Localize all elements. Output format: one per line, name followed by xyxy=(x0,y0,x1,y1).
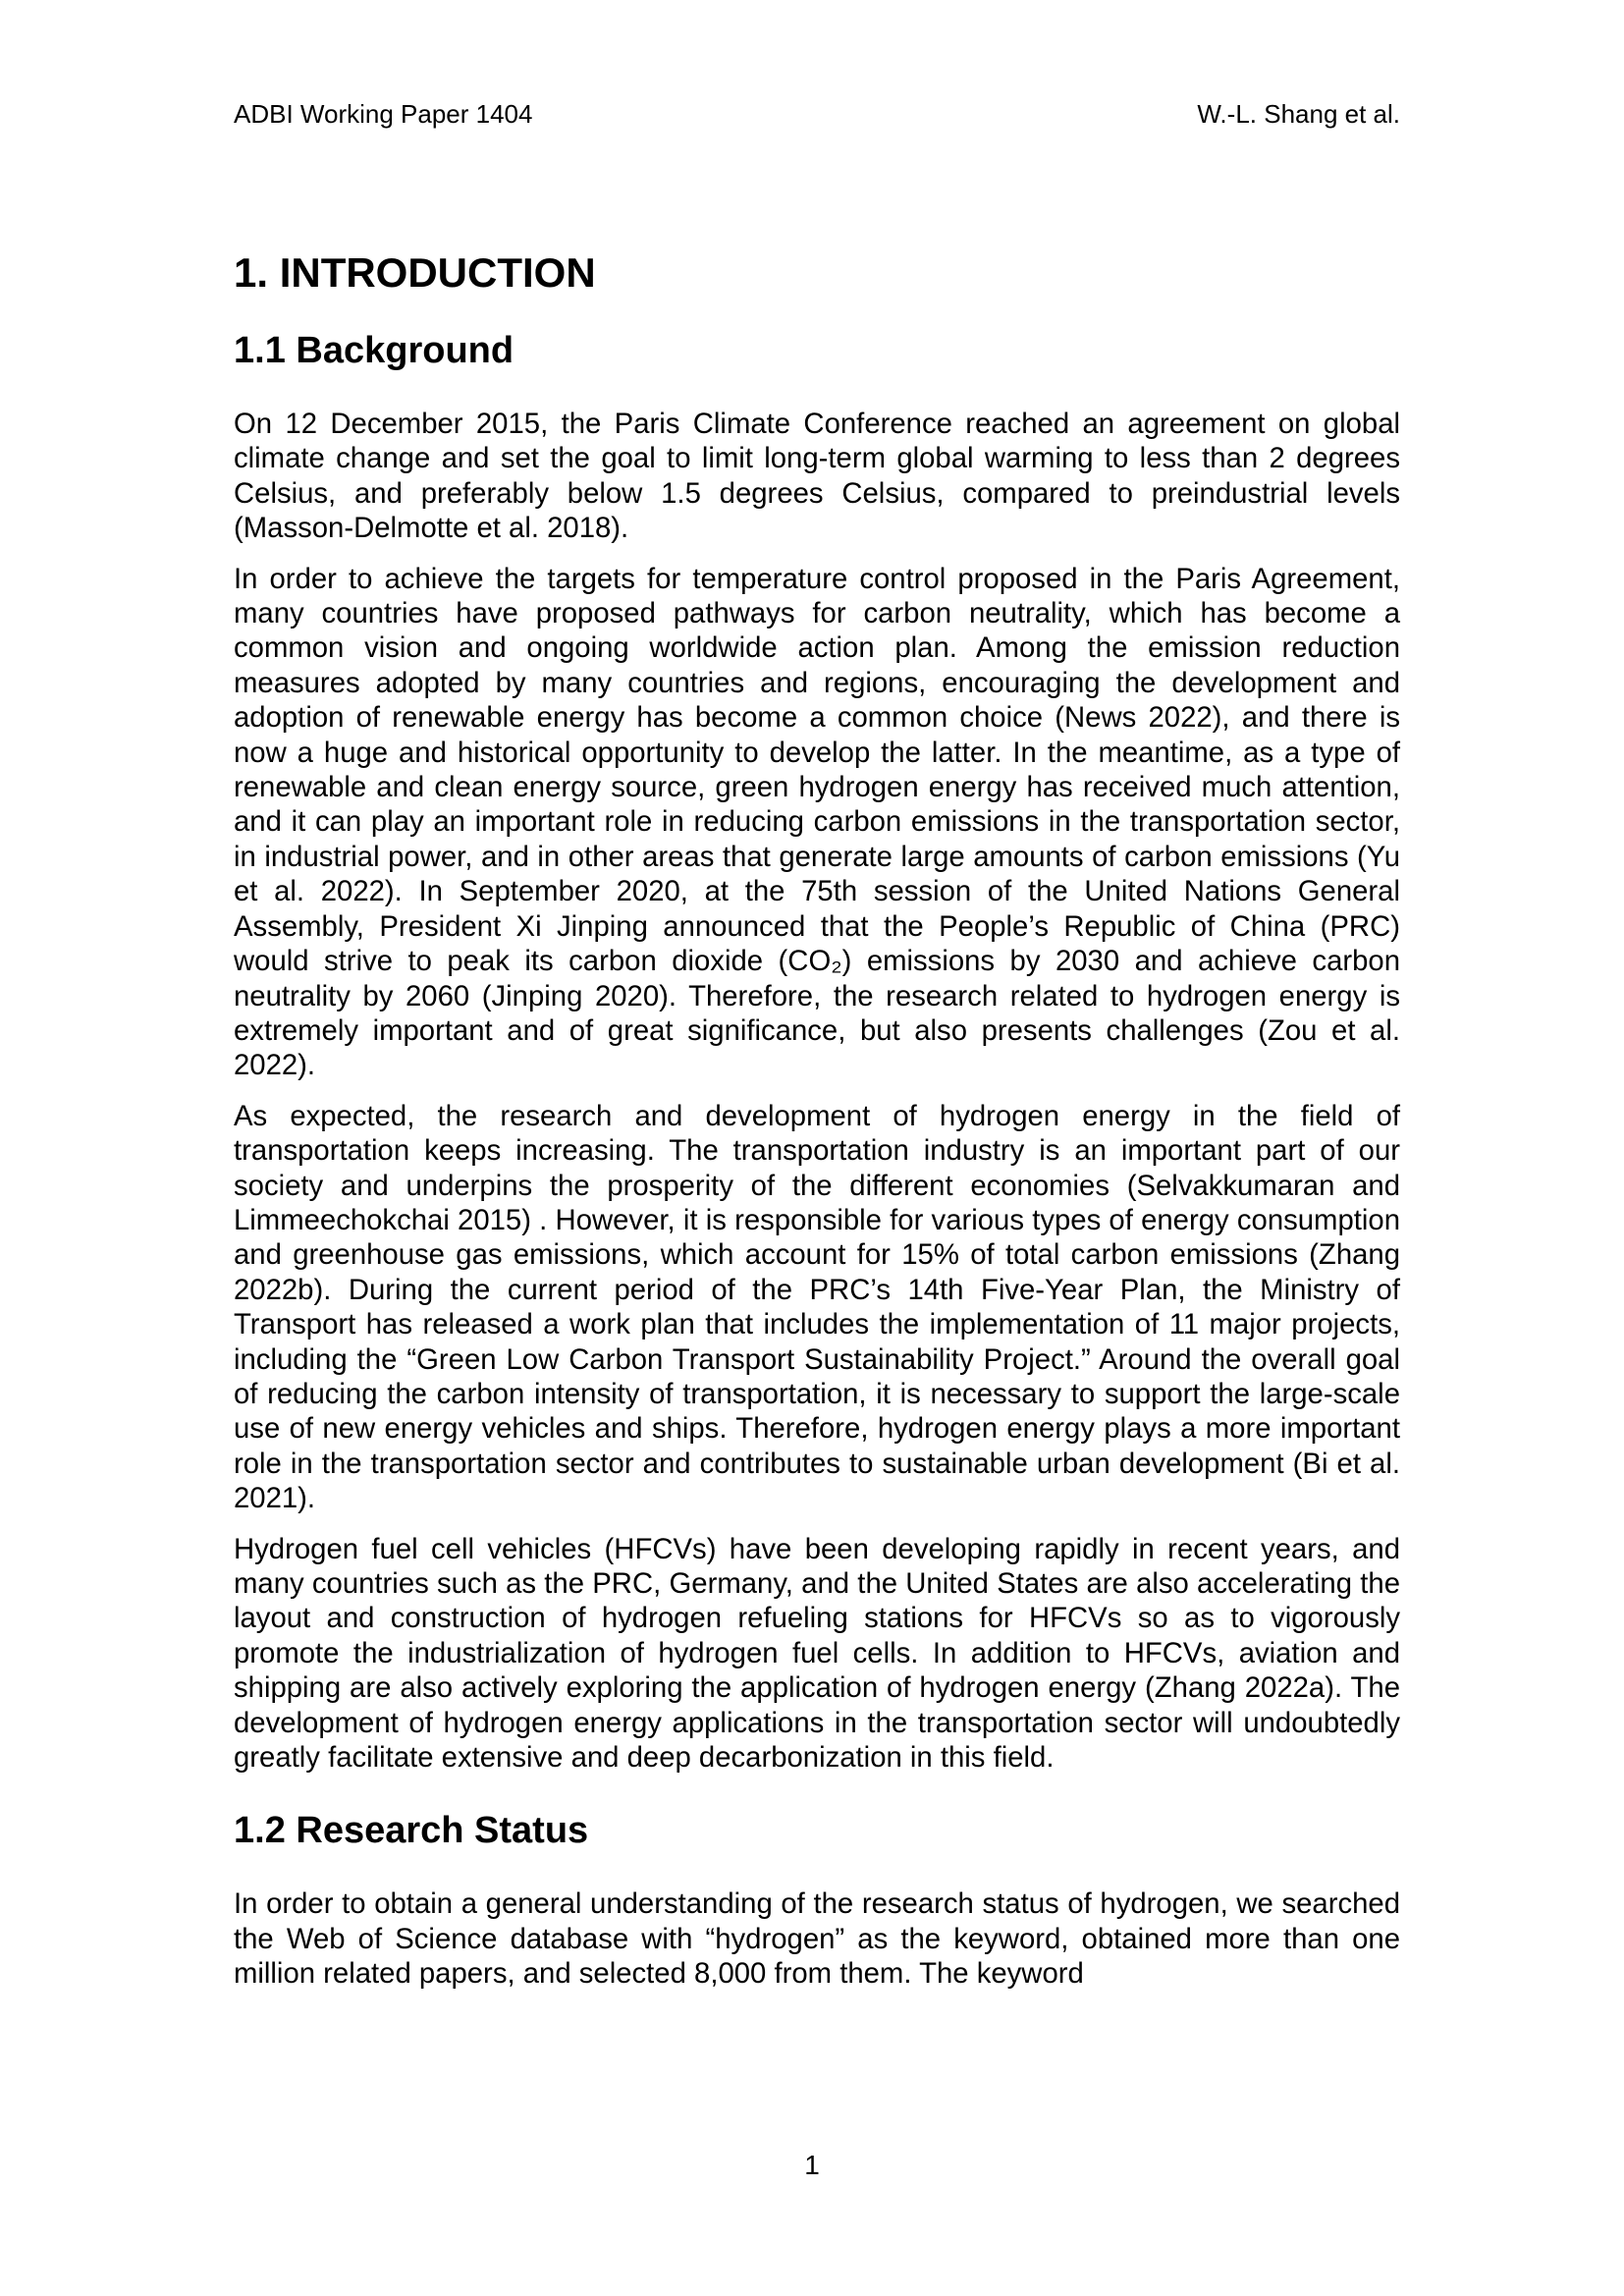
header-authors: W.-L. Shang et al. xyxy=(1197,99,1400,129)
section-title: 1. INTRODUCTION xyxy=(234,249,596,296)
page-body xyxy=(234,247,1400,2007)
body-paragraph: As expected, the research and development of hydrogen energy in the field of transportation keeps increasing. The transportation industry is an important part of our society and underpins the prosperity of the different economies (Selvakkumaran and Limmeechokchai 2015) . However, it is responsible for various types of energy consumption and greenhouse gas emissions, which account for 15% of total carbon emissions (Zhang 2022b). During the current period of the PRC’s 14th Five-Year Plan, the Ministry of Transport has released a work plan that includes the implementation of 11 major projects, including the “Green Low Carbon Transport Sustainability Project.” Around the overall goal of reducing the carbon intensity of transportation, it is necessary to support the large-scale use of new energy vehicles and ships. Therefore, hydrogen energy plays a more important role in the transportation sector and contributes to sustainable urban development (Bi et al. 2021). xyxy=(234,1099,1400,1515)
body-paragraph: In order to obtain a general understanding of the research status of hydrogen, we searched the Web of Science database with “hydrogen” as the keyword, obtained more than one million related papers, and selected 8,000 from them. The keyword xyxy=(234,1887,1400,1991)
page-number: 1 xyxy=(804,2150,820,2180)
header-paper-id: ADBI Working Paper 1404 xyxy=(234,99,533,129)
subsection-title-background: 1.1 Background xyxy=(234,330,514,371)
body-paragraph: On 12 December 2015, the Paris Climate Conference reached an agreement on global climate change and set the goal to limit long-term global warming to less than 2 degrees Celsius, and preferably below 1.5 degrees Celsius, compared to preindustrial levels (Masson-Delmotte et al. 2018). xyxy=(234,408,1400,545)
body-paragraph: In order to achieve the targets for temperature control proposed in the Paris Agreement, many countries have proposed pathways for carbon neutrality, which has become a common vision and ongoing worldwide action plan. Among the emission reduction measures adopted by many countries and regions, encouraging the development and adoption of renewable energy has become a common choice (News 2022), and there is now a huge and historical opportunity to develop the latter. In the meantime, as a type of renewable and clean energy source, green hydrogen energy has received much attention, and it can play an important role in reducing carbon emissions in the transportation sector, in industrial power, and in other areas that generate large amounts of carbon emissions (Yu et al. 2022). In September 2020, at the 75th session of the United Nations General Assembly, President Xi Jinping announced that the People’s Republic of China (PRC) would strive to peak its carbon dioxide (CO₂) emissions by 2030 and achieve carbon neutrality by 2060 (Jinping 2020). Therefore, the research related to hydrogen energy is extremely important and of great significance, but also presents challenges (Zou et al. 2022). xyxy=(234,562,1400,1082)
body-paragraph: Hydrogen fuel cell vehicles (HFCVs) have been developing rapidly in recent years, and many countries such as the PRC, Germany, and the United States are also accelerating the layout and construction of hydrogen refueling stations for HFCVs so as to vigorously promote the industrialization of hydrogen fuel cells. In addition to HFCVs, aviation and shipping are also actively exploring the application of hydrogen energy (Zhang 2022a). The development of hydrogen energy applications in the transportation sector will undoubtedly greatly facilitate extensive and deep decarbonization in this field. xyxy=(234,1532,1400,1775)
subsection-title-research-status: 1.2 Research Status xyxy=(234,1810,589,1852)
